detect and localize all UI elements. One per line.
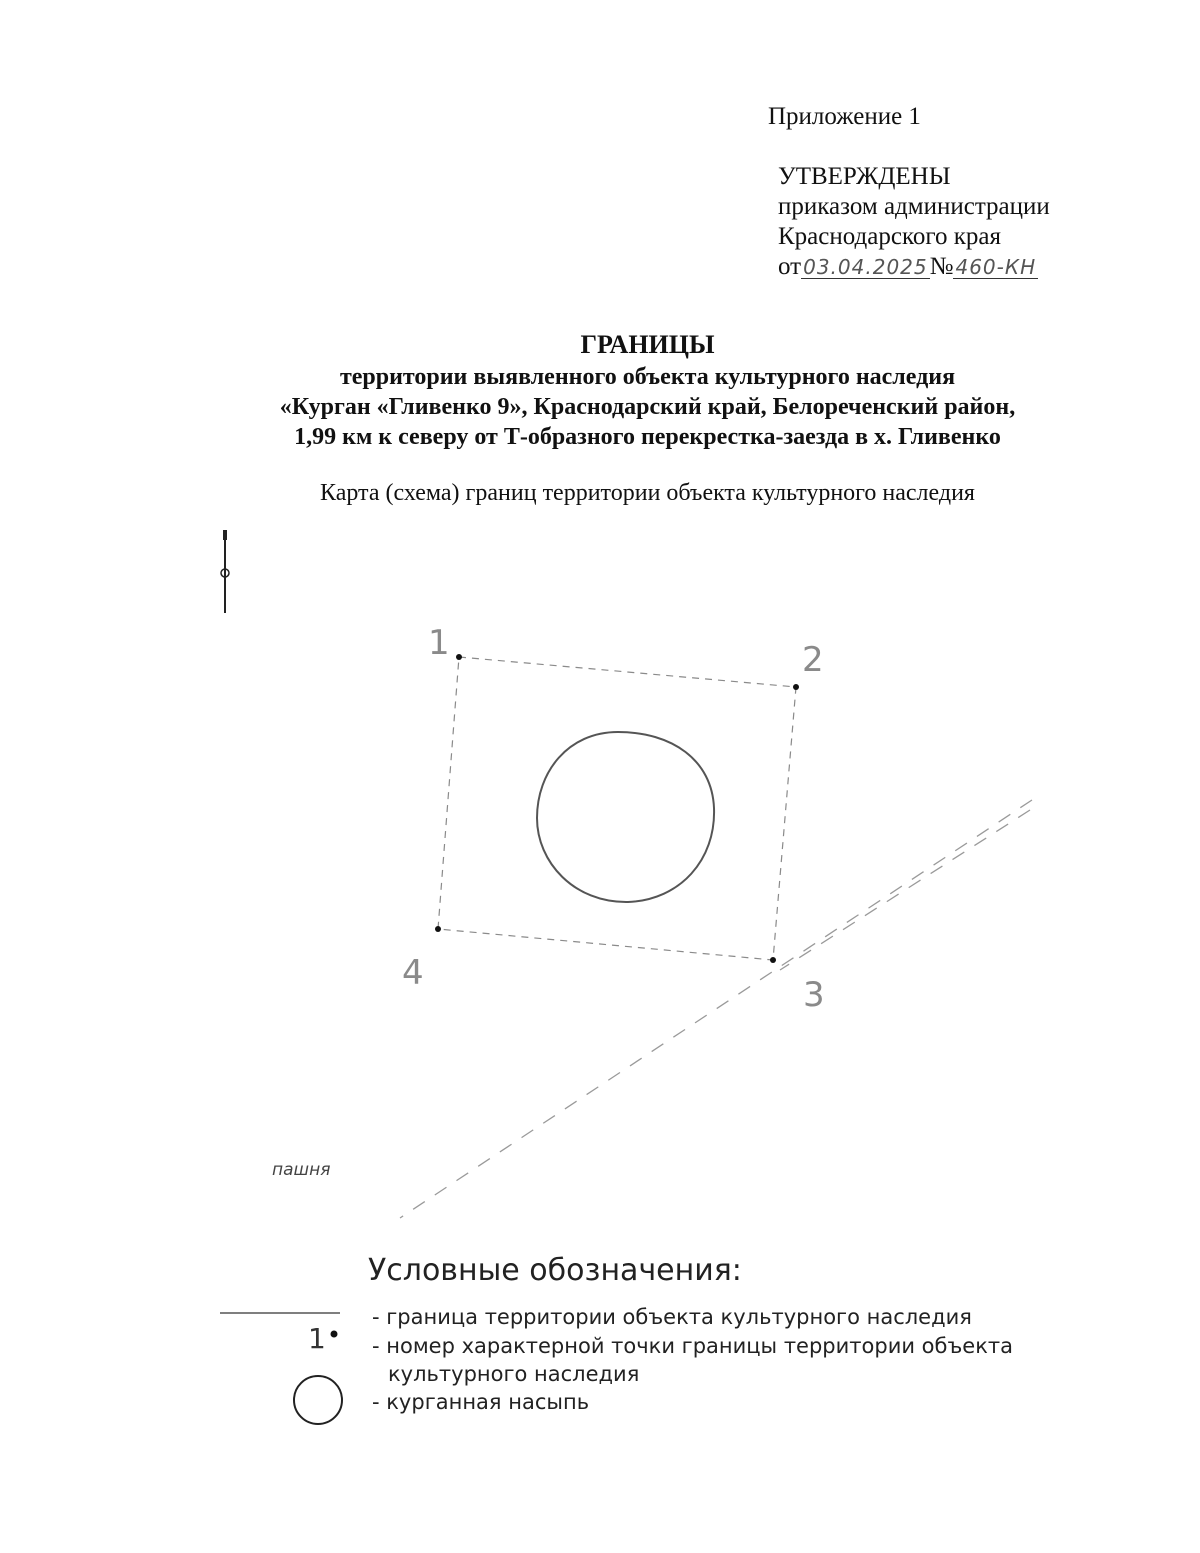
point-label-1: 1 (428, 623, 450, 663)
point-label-4: 4 (402, 953, 424, 993)
approved-line: приказом администрации (778, 193, 1050, 220)
mound-outline (537, 732, 714, 902)
legend-title: Условные обозначения: (368, 1253, 742, 1288)
appendix-label: Приложение 1 (768, 103, 921, 130)
date-prefix: от (778, 253, 802, 280)
north-arrow-icon (221, 530, 229, 613)
approved-line: УТВЕРЖДЕНЫ (778, 163, 951, 190)
legend-point-text-cont: культурного наследия (388, 1362, 640, 1386)
legend-point-number: 1 (308, 1322, 326, 1355)
boundary-point-markers (435, 654, 799, 963)
legend-mound-circle-icon (294, 1376, 342, 1424)
handwritten-number: 460-КН (955, 255, 1037, 279)
title-main: ГРАНИЦЫ (580, 330, 715, 359)
handwritten-date: 03.04.2025 (803, 255, 928, 279)
legend-point-dot-icon (331, 1331, 338, 1338)
point-label-3: 3 (803, 975, 825, 1015)
title-line: 1,99 км к северу от Т-образного перекрестка-заезда в х. Гливенко (294, 424, 1001, 450)
title-line: «Курган «Гливенко 9», Краснодарский край, Белореченский район, (279, 394, 1016, 420)
road-dashed-lines (400, 800, 1032, 1218)
legend-boundary-text: - граница территории объекта культурного наследия (372, 1305, 972, 1329)
title-line: территории выявленного объекта культурного наследия (339, 364, 956, 390)
point-label-2: 2 (802, 640, 824, 680)
territory-boundary (438, 657, 796, 960)
number-prefix: № (929, 253, 954, 280)
legend-point-text: - номер характерной точки границы территории объекта (372, 1334, 1014, 1358)
legend-mound-text: - курганная насыпь (372, 1390, 590, 1414)
field-label: пашня (272, 1160, 331, 1180)
approved-line: Краснодарского края (778, 223, 1001, 250)
map-caption: Карта (схема) границ территории объекта культурного наследия (320, 480, 975, 506)
